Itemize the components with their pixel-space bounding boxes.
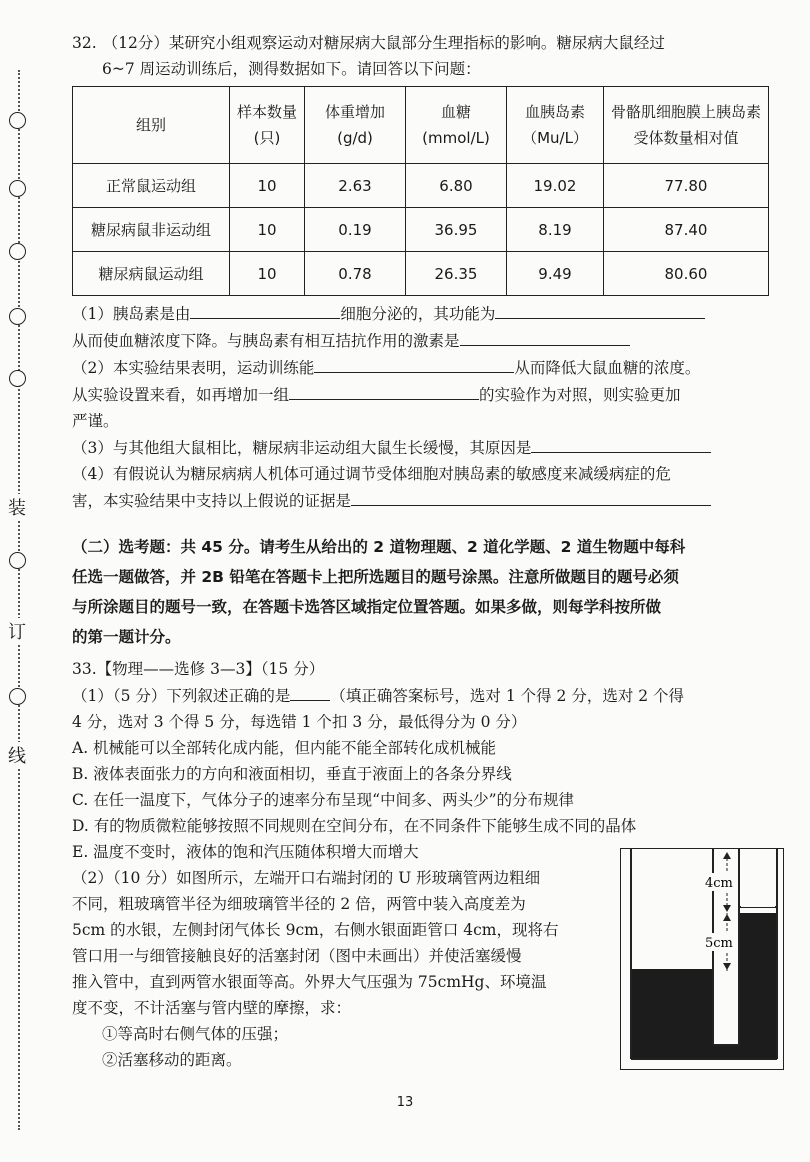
answer-blank[interactable] (290, 682, 330, 701)
binding-char-zhuang: 装 (2, 494, 32, 520)
binding-char-xian: 线 (2, 742, 32, 768)
table-cell: 10 (230, 208, 305, 252)
binding-hole (9, 112, 26, 129)
answer-blank[interactable] (289, 381, 479, 400)
option-item: E. 温度不变时，液体的饱和汽压随体积增大而增大 (72, 843, 419, 861)
binding-char-ding: 订 (2, 618, 32, 644)
table-header-cell: 血胰岛素（Mu/L） (507, 87, 604, 164)
binding-hole (9, 552, 26, 569)
q32-part1-text-a: （1）胰岛素是由 (72, 305, 191, 323)
q32-part1-cont (72, 327, 772, 354)
q33-sub2-line: （2）（10 分）如图所示，左端开口右端封闭的 U 形玻璃管两边粗细 (72, 869, 541, 887)
table-header-cell: 组别 (73, 87, 230, 164)
answer-blank[interactable] (531, 434, 711, 453)
q33-sub1-text-a: （1）（5 分）下列叙述正确的是 (72, 687, 291, 705)
q32-stem-line2: 6~7 周运动训练后，测得数据如下。请回答以下问题： (102, 60, 481, 78)
table-cell: 87.40 (604, 208, 769, 252)
mercury-left-fill (631, 969, 713, 1045)
glass-gap (721, 913, 731, 1045)
q32-part4: （4）有假说认为糖尿病病人机体可通过调节受体细胞对胰岛素的敏感度来减缓病症的危 (72, 465, 671, 483)
section2-line: 与所涂题目的题号一致，在答题卡选答区域指定位置答题。如果多做，则每学科按所做 (72, 598, 662, 616)
q32-part1-text-b: 细胞分泌的，其功能为 (340, 305, 496, 323)
section2-line: （二）选考题：共 45 分。请考生从给出的 2 道物理题、2 道化学题、2 道生物题中每科 (72, 538, 686, 556)
table-cell: 0.19 (305, 208, 406, 252)
option-item: D. 有的物质微粒能够按照不同规则在空间分布，在不同条件下能够生成不同的晶体 (72, 817, 637, 835)
u-tube-diagram (621, 849, 783, 1069)
table-cell: 2.63 (305, 164, 406, 208)
table-cell: 糖尿病鼠非运动组 (73, 208, 230, 252)
binding-hole (9, 308, 26, 325)
q33-sub2-line: 管口用一与细管接触良好的活塞封闭（图中未画出）并使活塞缓慢 (72, 947, 522, 965)
binding-hole (9, 180, 26, 197)
q33-sub2-line: 度不变，不计活塞与管内壁的摩擦，求： (72, 999, 352, 1017)
q32-part4-text-b: 害，本实验结果中支持以上假说的证据是 (72, 492, 352, 510)
table-header-row (73, 87, 769, 164)
u-tube-figure (620, 848, 784, 1070)
q32-part4-cont (72, 487, 772, 514)
answer-blank[interactable] (190, 300, 340, 319)
q33-sub1-text-b: （填正确答案标号，选对 1 个得 2 分，选对 2 个得 (330, 687, 685, 705)
q32-part2-text-c: 从实验设置来看，如再增加一组 (72, 386, 290, 404)
table-cell: 10 (230, 164, 305, 208)
q32-part2-cont (72, 381, 772, 408)
label-5cm: 5cm (705, 936, 733, 951)
q32-number: 32. (72, 34, 97, 52)
q32-stem (72, 30, 772, 56)
page-number: 13 (396, 1095, 414, 1110)
table-cell: 36.95 (406, 208, 507, 252)
answer-blank[interactable] (460, 327, 630, 346)
right-tube-top (741, 849, 775, 907)
q32-part2-text-d: 的实验作为对照，则实验更加 (479, 386, 681, 404)
q33-ask1: ①等高时右侧气体的压强； (102, 1025, 289, 1043)
table-header-cell: 样本数量(只) (230, 87, 305, 164)
mercury-bottom (631, 1045, 777, 1059)
q33-sub2-line: 5cm 的水银，左侧封闭气体长 9cm，右侧水银面距管口 4cm，现将右 (72, 921, 559, 939)
table-cell: 19.02 (507, 164, 604, 208)
table-header-cell: 骨骼肌细胞膜上胰岛素受体数量相对值 (604, 87, 769, 164)
table-cell: 10 (230, 252, 305, 296)
q32-part3 (72, 434, 772, 461)
table-header-cell: 血糖(mmol/L) (406, 87, 507, 164)
binding-margin (0, 0, 60, 1162)
table-cell: 正常鼠运动组 (73, 164, 230, 208)
table-cell: 9.49 (507, 252, 604, 296)
option-item: C. 在任一温度下，气体分子的速率分布呈现“中间多、两头少”的分布规律 (72, 791, 575, 809)
table-cell: 6.80 (406, 164, 507, 208)
binding-hole (9, 688, 26, 705)
section2-line: 的第一题计分。 (72, 628, 181, 646)
table-header-cell: 体重增加(g/d) (305, 87, 406, 164)
table-row (73, 252, 769, 296)
q33-sub1-cont: 4 分，选对 3 个得 5 分，每选错 1 个扣 3 分，最低得分为 0 分） (72, 713, 527, 731)
q32-part2-text-a: （2）本实验结果表明，运动训练能 (72, 359, 315, 377)
table-row (73, 164, 769, 208)
q32-part2-text-b: 从而降低大鼠血糖的浓度。 (514, 359, 701, 377)
q33-title: 33.【物理——选修 3—3】（15 分） (72, 660, 325, 678)
table-cell: 26.35 (406, 252, 507, 296)
q33-sub1 (72, 682, 772, 709)
table-cell: 80.60 (604, 252, 769, 296)
section2-instructions (72, 532, 772, 652)
q33-sub2-line: 不同，粗玻璃管半径为细玻璃管半径的 2 倍，两管中装入高度差为 (72, 895, 526, 913)
binding-hole (9, 243, 26, 260)
option-item: B. 液体表面张力的方向和液面相切，垂直于液面上的各条分界线 (72, 765, 512, 783)
q33-ask2: ②活塞移动的距离。 (102, 1051, 242, 1069)
q32-part1-text-c: 从而使血糖浓度下降。与胰岛素有相互拮抗作用的激素是 (72, 332, 460, 350)
table-cell: 77.80 (604, 164, 769, 208)
mercury-right-tube (739, 913, 777, 1059)
q32-stem-line1: （12分）某研究小组观察运动对糖尿病大鼠部分生理指标的影响。糖尿病大鼠经过 (102, 34, 665, 52)
q32-data-table (72, 86, 769, 296)
q33-sub2-line: 推入管中，直到两管水银面等高。外界大气压强为 75cmHg、环境温 (72, 973, 547, 991)
label-4cm: 4cm (705, 876, 733, 891)
answer-blank[interactable] (351, 487, 711, 506)
table-cell: 糖尿病鼠运动组 (73, 252, 230, 296)
binding-hole (9, 370, 26, 387)
q33-sub2 (72, 865, 617, 1073)
table-cell: 0.78 (305, 252, 406, 296)
q32-part3-text: （3）与其他组大鼠相比，糖尿病非运动组大鼠生长缓慢，其原因是 (72, 439, 532, 457)
section2-line: 任选一题做答，并 2B 铅笔在答题卡上把所选题目的题号涂黑。注意所做题目的题号必须 (72, 568, 679, 586)
q32-part1 (72, 300, 772, 327)
option-item: A. 机械能可以全部转化成内能，但内能不能全部转化成机械能 (72, 739, 497, 757)
table-cell: 8.19 (507, 208, 604, 252)
q32-part2-end: 严谨。 (72, 412, 119, 430)
answer-blank[interactable] (314, 354, 514, 373)
q32-part2 (72, 354, 772, 381)
binding-dashed-line (18, 70, 20, 1130)
answer-blank[interactable] (495, 300, 705, 319)
table-row (73, 208, 769, 252)
